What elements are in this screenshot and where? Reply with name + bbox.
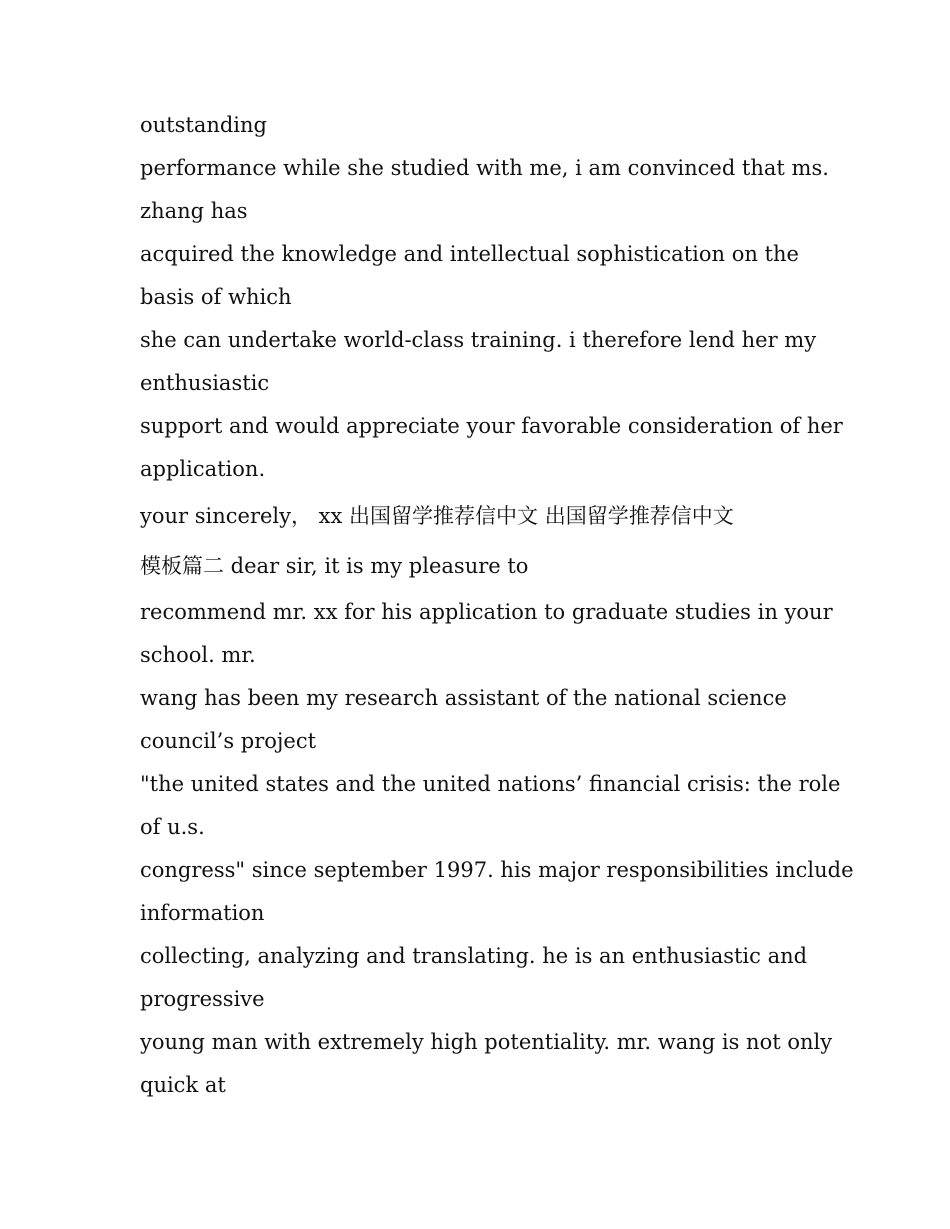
text-line: she can undertake world-class training. i therefore lend her my <box>140 328 817 352</box>
text-line: of u.s. <box>140 815 205 839</box>
text-line: zhang has <box>140 199 248 223</box>
text-line: 模板篇二 dear sir, it is my pleasure to <box>140 554 529 578</box>
text-line: your sincerely， xx 出国留学推荐信中文 出国留学推荐信中文 <box>140 504 734 528</box>
text-line: information <box>140 901 265 925</box>
text-line: quick at <box>140 1073 226 1097</box>
document-page <box>140 104 854 1107</box>
text-line: wang has been my research assistant of the national science <box>140 686 787 710</box>
text-line: application. <box>140 457 266 481</box>
text-line: outstanding <box>140 113 267 137</box>
text-line: enthusiastic <box>140 371 270 395</box>
text-line: school. mr. <box>140 643 256 667</box>
text-line: recommend mr. xx for his application to graduate studies in your <box>140 600 833 624</box>
text-line: council’s project <box>140 729 317 753</box>
text-line: progressive <box>140 987 265 1011</box>
text-line: performance while she studied with me, i am convinced that ms. <box>140 156 829 180</box>
text-line: acquired the knowledge and intellectual sophistication on the <box>140 242 799 266</box>
text-line: collecting, analyzing and translating. he is an enthusiastic and <box>140 944 808 968</box>
text-line: congress" since september 1997. his major responsibilities include <box>140 858 854 882</box>
text-line: "the united states and the united nations’ financial crisis: the role <box>140 772 841 796</box>
text-line: basis of which <box>140 285 292 309</box>
text-line: support and would appreciate your favorable consideration of her <box>140 414 843 438</box>
text-line: young man with extremely high potentiality. mr. wang is not only <box>140 1030 833 1054</box>
